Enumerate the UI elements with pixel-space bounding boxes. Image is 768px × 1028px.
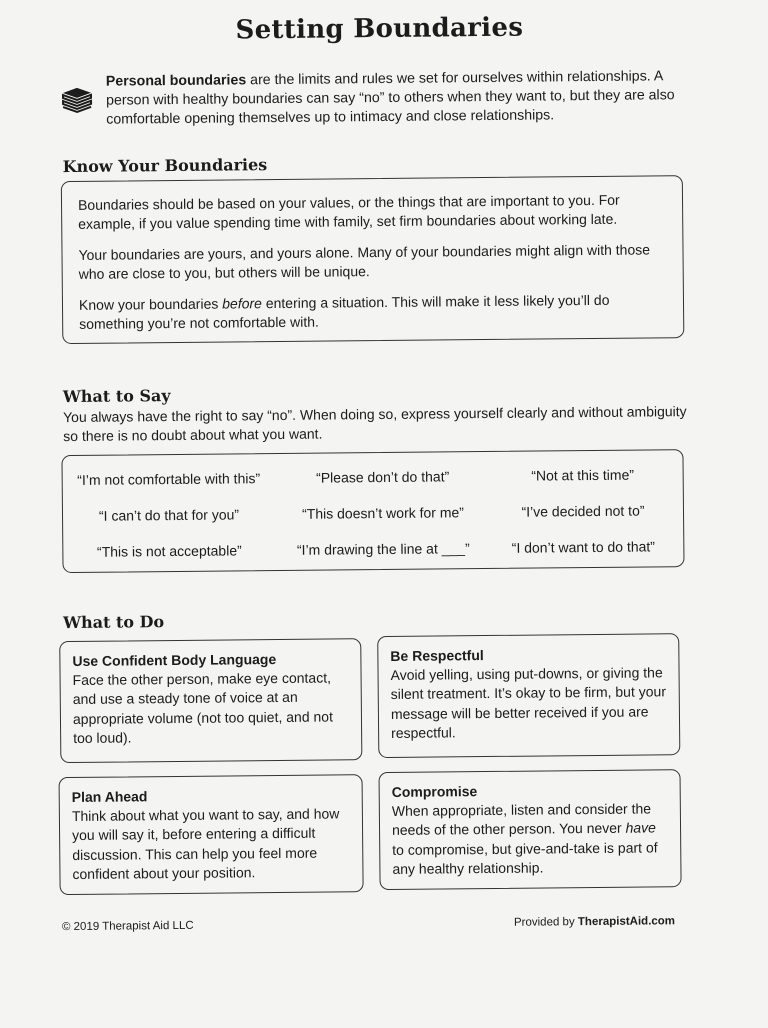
know-p3-post: entering a situation. This will make it less likely you’ll do something you’re not comfortable with. (79, 291, 610, 332)
card-be-respectful (377, 633, 680, 758)
footer-copyright: © 2019 Therapist Aid LLC (61, 919, 194, 934)
phrase-item: “Not at this time” (531, 466, 635, 484)
card-title: Be Respectful (390, 647, 484, 664)
footer-provided-label: Provided by (513, 916, 578, 929)
know-paragraph-3 (79, 290, 667, 334)
what-to-do-heading: What to Do (62, 612, 165, 633)
what-to-say-heading: What to Say (62, 386, 171, 407)
know-paragraph-2: Your boundaries are yours, and yours alone. Many of your boundaries might align with those who are close to you, but others will be unique. (78, 241, 651, 282)
card-compromise (378, 769, 681, 890)
card-body-language (59, 638, 362, 763)
compromise-body-post: to compromise, but give-and-take is part of any healthy relationship. (392, 839, 658, 878)
intro-text: are the limits and rules we set for ourselves within relationships. A person with healthy boundaries can say “no” to others when they want to, but they are also comfortable opening themselves up to intimacy and close relationships. (105, 68, 675, 128)
know-p3-pre: Know your boundaries (78, 295, 223, 313)
know-paragraph-1: Boundaries should be based on your values, or the things that are important to you. For example, if you value spending time with family, set firm boundaries about working late. (77, 191, 620, 232)
footer-provided-by (514, 915, 675, 929)
page-title: Setting Boundaries (235, 12, 524, 46)
card-plan-ahead (59, 774, 364, 895)
phrase-item: “I’m drawing the line at ___” (296, 540, 470, 558)
phrase-item: “This is not acceptable” (96, 542, 242, 560)
compromise-body-pre: When appropriate, listen and consider the needs of the other person. You never (391, 800, 652, 839)
card-body: Think about what you want to say, and how you will say it, before entering a difficult discussion. This can help you feel more confident about your position. (71, 805, 340, 883)
phrase-item: “This doesn’t work for me” (302, 504, 464, 522)
card-title: Use Confident Body Language (72, 651, 277, 669)
book-stack-icon (60, 85, 94, 115)
phrase-item: “Please don’t do that” (316, 468, 450, 486)
know-boundaries-heading: Know Your Boundaries (62, 155, 268, 177)
card-body (392, 799, 669, 879)
phrase-item: “I can’t do that for you” (98, 506, 240, 524)
card-title: Plan Ahead (71, 788, 148, 806)
card-title: Compromise (391, 783, 478, 800)
card-body: Face the other person, make eye contact, and use a steady tone of voice at an appropriate volume (not too quiet, and not too loud). (72, 669, 333, 747)
footer-site-link[interactable]: TherapistAid.com (577, 915, 676, 929)
phrase-item: “I don’t want to do that” (511, 538, 656, 556)
intro-term: Personal boundaries (105, 72, 247, 90)
know-boundaries-box (61, 175, 685, 344)
intro-paragraph (106, 67, 697, 130)
phrases-box (61, 449, 684, 573)
what-to-say-intro: You always have the right to say “no”. When doing so, express yourself clearly and without ambiguity so there is no doubt about what you want. (62, 403, 687, 445)
phrase-item: “I’ve decided not to” (521, 502, 645, 520)
phrase-item: “I’m not comfortable with this” (77, 470, 261, 488)
compromise-body-emphasis: have (625, 819, 656, 837)
know-p3-emphasis: before (222, 295, 262, 312)
card-body: Avoid yelling, using put-downs, or giving the silent treatment. It’s okay to be firm, but your message will be better received if you are respectful. (390, 664, 667, 742)
